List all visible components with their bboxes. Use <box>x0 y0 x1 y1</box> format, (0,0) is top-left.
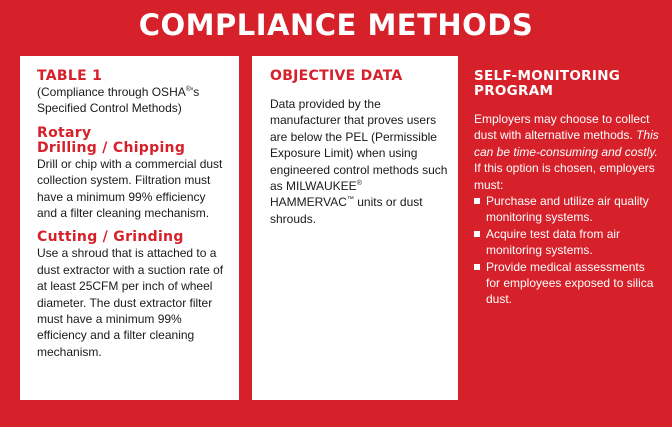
self-monitoring-bullets <box>474 193 662 308</box>
bullet-square-icon <box>474 231 480 237</box>
self-monitoring-intro <box>474 111 662 160</box>
bullet-square-icon <box>474 264 480 270</box>
table1-subtitle-line1-end: 's <box>190 85 200 99</box>
bullet-square-icon <box>474 198 480 204</box>
self-monitoring-heading-line2: PROGRAM <box>474 83 554 99</box>
objective-panel <box>252 56 458 400</box>
table1-panel <box>20 56 239 400</box>
objective-body-part2: HAMMERVAC <box>270 195 347 210</box>
rotary-heading <box>37 126 225 156</box>
self-monitoring-heading <box>474 69 662 99</box>
objective-body <box>270 96 448 227</box>
registered-mark: ® <box>185 86 191 93</box>
table1-subtitle <box>37 84 225 117</box>
rotary-heading-line2: Drilling / Chipping <box>37 139 186 156</box>
objective-body-part1: Data provided by the manufacturer that proves users are below the PEL (Permissible Exposure Limit) when using engineered control methods such as MILWAUKEE <box>270 97 448 194</box>
table1-subtitle-line2: Specified Control Methods) <box>37 101 182 116</box>
rotary-heading-line1: Rotary <box>37 124 92 141</box>
registered-mark: ® <box>356 180 362 188</box>
trademark-mark: ™ <box>346 196 354 204</box>
list-item: Acquire test data from air monitoring systems. <box>474 226 662 259</box>
self-monitoring-heading-line1: SELF-MONITORING <box>474 68 621 84</box>
cutting-body: Use a shroud that is attached to a dust extractor with a suction rate of at least 25CFM per inch of wheel diameter. The dust extractor filter must have a minimum 99% efficiency and a filter cleaning mechanism. <box>37 246 224 359</box>
self-monitoring-panel <box>468 56 668 400</box>
list-item: Provide medical assessments for employees exposed to silica dust. <box>474 259 662 308</box>
self-monitoring-intro-text: Employers may choose to collect dust with alternative methods. <box>474 112 650 143</box>
objective-heading: OBJECTIVE DATA <box>270 68 403 84</box>
table1-heading: TABLE 1 <box>37 68 103 84</box>
cutting-heading: Cutting / Grinding <box>37 229 184 246</box>
list-item: Purchase and utilize air quality monitoring systems. <box>474 193 662 226</box>
objective-body-part3: units or dust shrouds. <box>270 195 423 226</box>
rotary-body: Drill or chip with a commercial dust collection system. Filtration must have a minimum 99% efficiency and a filter cleaning mechanism. <box>37 156 223 221</box>
self-monitoring-condition: If this option is chosen, employers must: <box>474 161 655 192</box>
page-title: COMPLIANCE METHODS <box>138 8 534 42</box>
self-monitoring-intro-italic: This can be time-consuming and costly. <box>474 128 659 159</box>
table1-subtitle-line1: (Compliance through OSHA <box>37 85 186 99</box>
